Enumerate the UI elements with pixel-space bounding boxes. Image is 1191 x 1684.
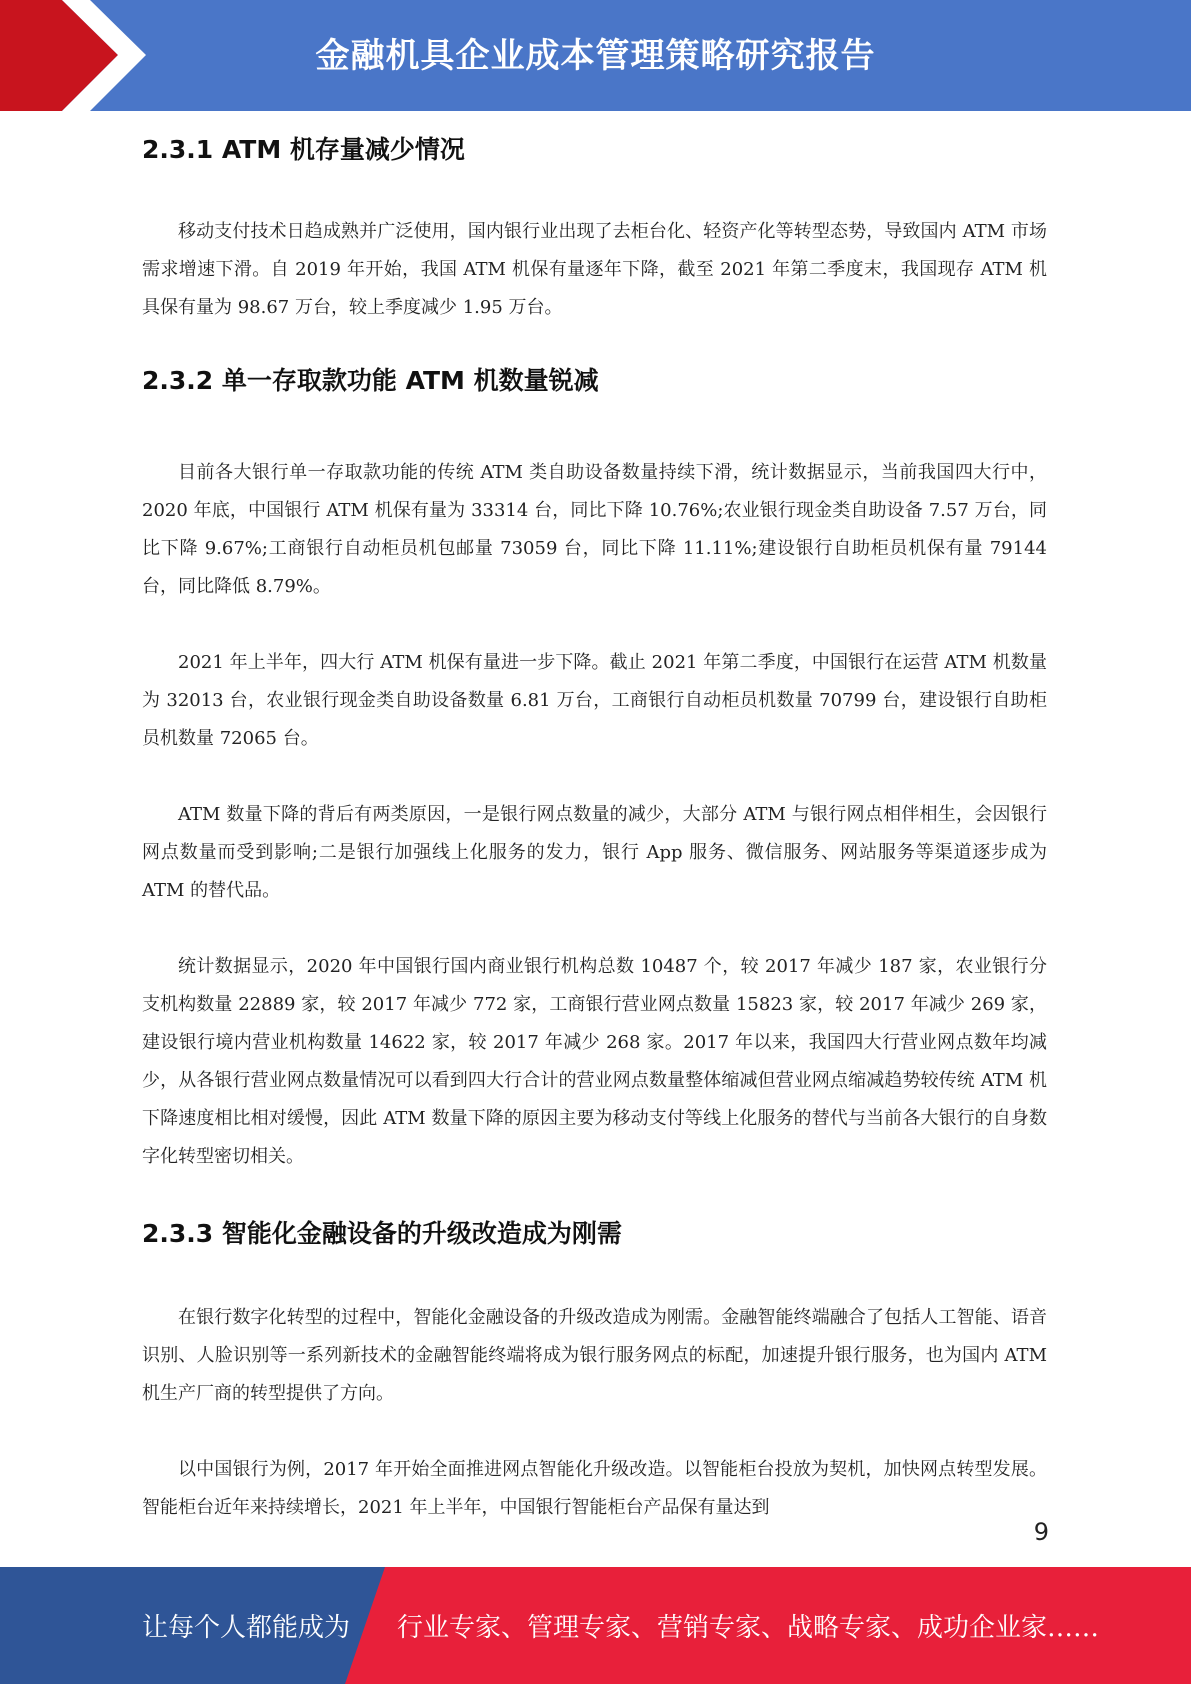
footer-slogan-right: 行业专家、管理专家、营销专家、战略专家、成功企业家……	[397, 1613, 1100, 1643]
page-header	[0, 0, 1191, 111]
page-number: 9	[1033, 1518, 1049, 1546]
section-heading-2-3-3: 2.3.3 智能化金融设备的升级改造成为刚需	[142, 1219, 622, 1248]
paragraph: 在银行数字化转型的过程中，智能化金融设备的升级改造成为刚需。金融智能终端融合了包括人工智能、语音识别、人脸识别等一系列新技术的金融智能终端将成为银行服务网点的标配，加速提升银行服务，也为国内 ATM 机生产厂商的转型提供了方向。	[142, 1307, 1047, 1404]
section-heading-2-3-1: 2.3.1 ATM 机存量减少情况	[142, 135, 465, 164]
document-body	[142, 130, 1047, 1527]
paragraph: 2021 年上半年，四大行 ATM 机保有量进一步下降。截止 2021 年第二季度，中国银行在运营 ATM 机数量为 32013 台，农业银行现金类自助设备数量 6.81 万台，工商银行自动柜员机数量 70799 台，建设银行自助柜员机数量 72065 台。	[142, 652, 1047, 749]
paragraph: 统计数据显示，2020 年中国银行国内商业银行机构总数 10487 个，较 2017 年减少 187 家，农业银行分支机构数量 22889 家，较 2017 年减少 772 家，工商银行营业网点数量 15823 家，较 2017 年减少 269 家，建设银行境内营业机构数量 14622 家，较 2017 年减少 268 家。2017 年以来，我国四大行营业网点数年均减少，从各银行营业网点数量情况可以看到四大行合计的营业网点数量整体缩减但营业网点缩减趋势较传统 ATM 机下降速度相比相对缓慢，因此 ATM 数量下降的原因主要为移动支付等线上化服务的替代与当前各大银行的自身数字化转型密切相关。	[142, 956, 1047, 1167]
report-title: 金融机具企业成本管理策略研究报告	[315, 36, 876, 76]
paragraph: 以中国银行为例，2017 年开始全面推进网点智能化升级改造。以智能柜台投放为契机，加快网点转型发展。智能柜台近年来持续增长，2021 年上半年，中国银行智能柜台产品保有量达到	[142, 1459, 1047, 1518]
section-heading-2-3-2: 2.3.2 单一存取款功能 ATM 机数量锐减	[142, 366, 599, 395]
page-footer	[0, 1567, 1191, 1684]
paragraph: ATM 数量下降的背后有两类原因，一是银行网点数量的减少，大部分 ATM 与银行网点相伴相生，会因银行网点数量而受到影响;二是银行加强线上化服务的发力，银行 App 服务、微信服务、网站服务等渠道逐步成为 ATM 的替代品。	[142, 804, 1047, 901]
paragraph: 移动支付技术日趋成熟并广泛使用，国内银行业出现了去柜台化、轻资产化等转型态势，导致国内 ATM 市场需求增速下滑。自 2019 年开始，我国 ATM 机保有量逐年下降，截至 2021 年第二季度末，我国现存 ATM 机具保有量为 98.67 万台，较上季度减少 1.95 万台。	[142, 221, 1047, 318]
footer-slogan-left: 让每个人都能成为	[142, 1613, 351, 1643]
paragraph: 目前各大银行单一存取款功能的传统 ATM 类自助设备数量持续下滑，统计数据显示，当前我国四大行中，2020 年底，中国银行 ATM 机保有量为 33314 台，同比下降 10.76%;农业银行现金类自助设备 7.57 万台，同比下降 9.67%;工商银行自动柜员机包邮量 73059 台，同比下降 11.11%;建设银行自助柜员机保有量 79144 台，同比降低 8.79%。	[142, 462, 1047, 597]
